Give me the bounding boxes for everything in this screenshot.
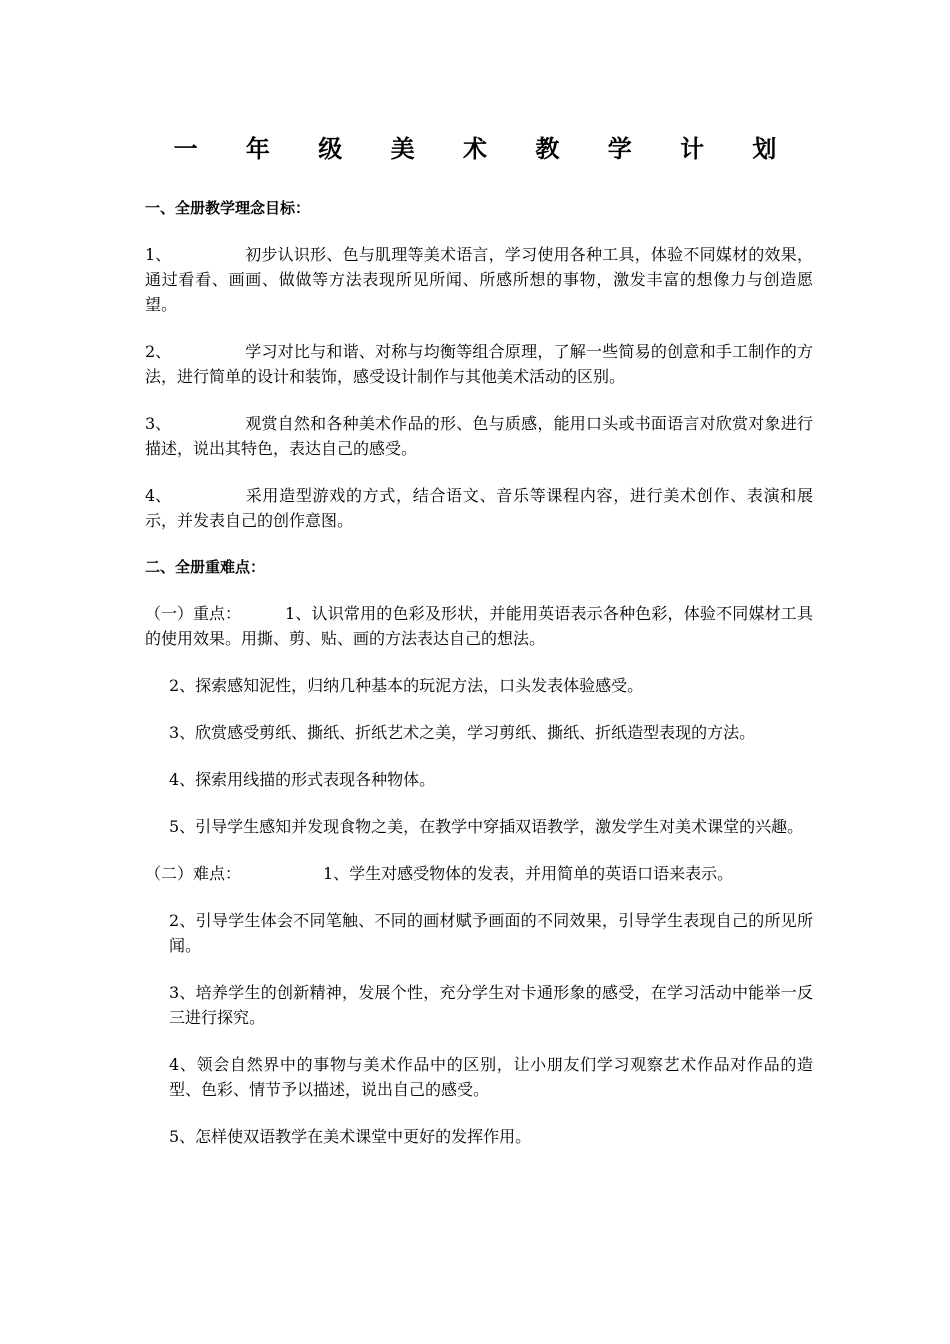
- goal-text: 采用造型游戏的方式，结合语文、音乐等课程内容，进行美术创作、表演和展示，并发表自己的创作意图。: [145, 486, 813, 530]
- goal-number: 3、: [145, 414, 172, 433]
- section-heading-goals: 一、全册教学理念目标：: [145, 199, 311, 217]
- difficulty-item-5: 5、怎样使双语教学在美术课堂中更好的发挥作用。: [169, 1127, 532, 1146]
- difficulty-item-2: 2、引导学生体会不同笔触、不同的画材赋予画面的不同效果，引导学生表现自己的所见所闻。: [169, 911, 813, 955]
- difficulty-text: 1、学生对感受物体的发表，并用简单的英语口语来表示。: [323, 864, 734, 883]
- difficulty-item-3: 3、培养学生的创新精神，发展个性，充分学生对卡通形象的感受，在学习活动中能举一反三进行探究。: [169, 983, 813, 1027]
- goal-item-4: [145, 483, 813, 533]
- key-point-item-1: [145, 601, 813, 651]
- goal-number: 4、: [145, 486, 172, 505]
- goal-number: 1、: [145, 245, 172, 264]
- key-point-item-4: 4、探索用线描的形式表现各种物体。: [169, 770, 436, 789]
- difficulties-label: （二）难点：: [145, 864, 242, 883]
- goal-text: 学习对比与和谐、对称与均衡等组合原理，了解一些简易的创意和手工制作的方法，进行简单的设计和装饰，感受设计制作与其他美术活动的区别。: [145, 342, 813, 386]
- key-points-label: （一）重点：: [145, 604, 242, 623]
- key-point-item-5: 5、引导学生感知并发现食物之美，在教学中穿插双语教学，激发学生对美术课堂的兴趣。: [169, 817, 804, 836]
- section-heading-key-difficult: 二、全册重难点：: [145, 558, 266, 576]
- difficulty-item-4: 4、领会自然界中的事物与美术作品中的区别，让小朋友们学习观察艺术作品对作品的造型、色彩、情节予以描述，说出自己的感受。: [169, 1055, 813, 1099]
- goal-text: 观赏自然和各种美术作品的形、色与质感，能用口头或书面语言对欣赏对象进行描述，说出其特色，表达自己的感受。: [145, 414, 813, 458]
- key-point-text: 1、认识常用的色彩及形状，并能用英语表示各种色彩，体验不同媒材工具的使用效果。用撕、剪、贴、画的方法表达自己的想法。: [145, 604, 813, 648]
- goal-item-1: [145, 242, 813, 317]
- document-body: [145, 196, 813, 1171]
- difficulty-item-1: [145, 861, 813, 886]
- goal-item-2: [145, 339, 813, 389]
- goal-item-3: [145, 411, 813, 461]
- goal-number: 2、: [145, 342, 172, 361]
- key-point-item-2: 2、探索感知泥性，归纳几种基本的玩泥方法，口头发表体验感受。: [169, 676, 644, 695]
- page-title: 一 年 级 美 术 教 学 计 划: [173, 135, 797, 163]
- key-point-item-3: 3、欣赏感受剪纸、撕纸、折纸艺术之美，学习剪纸、撕纸、折纸造型表现的方法。: [169, 723, 756, 742]
- goal-text: 初步认识形、色与肌理等美术语言，学习使用各种工具，体验不同媒材的效果，通过看看、画画、做做等方法表现所见所闻、所感所想的事物，激发丰富的想像力与创造愿望。: [145, 245, 813, 314]
